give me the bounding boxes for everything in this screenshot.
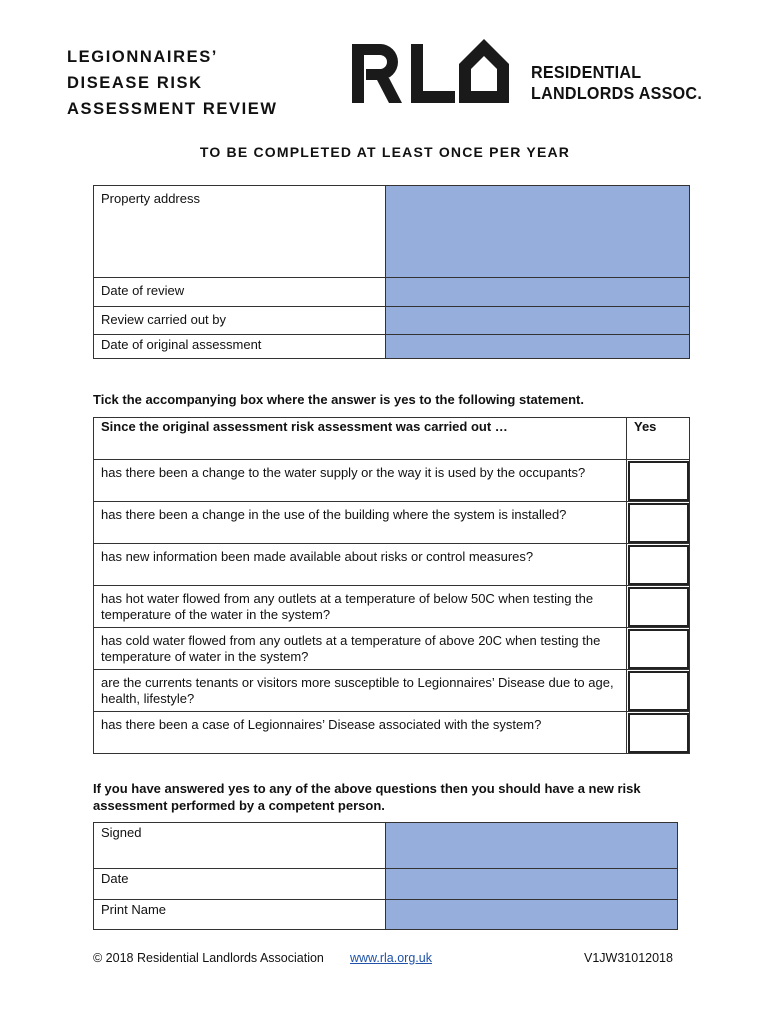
title-line: ASSESSMENT REVIEW xyxy=(67,100,278,118)
table-row xyxy=(94,307,690,335)
yes-checkbox[interactable] xyxy=(628,671,689,711)
signature-table xyxy=(93,822,678,930)
table-row xyxy=(94,186,690,278)
table-row xyxy=(94,278,690,307)
logo-text-line: LANDLORDS ASSOC. xyxy=(531,83,703,103)
question-text: has there been a change to the water supply or the way it is used by the occupants? xyxy=(94,460,627,502)
table-row xyxy=(94,544,690,586)
date-of-original-assessment-field[interactable] xyxy=(386,335,690,359)
question-text: has there been a case of Legionnaires’ Disease associated with the system? xyxy=(94,712,627,754)
yes-checkbox[interactable] xyxy=(628,503,689,543)
question-text: has hot water flowed from any outlets at a temperature of below 50C when testing the temperature of the water in the system? xyxy=(94,586,627,628)
date-of-review-label: Date of review xyxy=(94,278,386,307)
question-text: are the currents tenants or visitors more susceptible to Legionnaires’ Disease due to age, health, lifestyle? xyxy=(94,670,627,712)
advice-text: If you have answered yes to any of the above questions then you should have a new risk assessment performed by a competent person. xyxy=(93,781,641,813)
rla-logo-mark-icon xyxy=(352,38,522,108)
yes-checkbox[interactable] xyxy=(628,713,689,753)
logo-text xyxy=(531,62,702,104)
print-name-field[interactable] xyxy=(386,900,678,930)
property-details-table xyxy=(93,185,690,359)
footer-version: V1JW31012018 xyxy=(584,951,673,965)
question-text: has new information been made available about risks or control measures? xyxy=(94,544,627,586)
title-line: LEGIONNAIRES’ xyxy=(67,48,218,66)
date-of-original-assessment-label: Date of original assessment xyxy=(94,335,386,359)
logo-text-line: RESIDENTIAL xyxy=(531,62,642,82)
date-label: Date xyxy=(94,869,386,900)
rla-logo xyxy=(352,38,703,108)
property-address-label: Property address xyxy=(94,186,386,278)
signed-field[interactable] xyxy=(386,823,678,869)
questions-header: Since the original assessment risk assessment was carried out … xyxy=(94,418,627,460)
review-carried-out-by-field[interactable] xyxy=(386,307,690,335)
table-row xyxy=(94,502,690,544)
yes-column-header: Yes xyxy=(627,418,690,460)
footer-copyright: © 2018 Residential Landlords Association xyxy=(93,951,324,965)
document-title xyxy=(67,44,278,122)
date-of-review-field[interactable] xyxy=(386,278,690,307)
signed-label: Signed xyxy=(94,823,386,869)
yes-checkbox[interactable] xyxy=(628,545,689,585)
table-header-row xyxy=(94,418,690,460)
table-row xyxy=(94,900,678,930)
yes-checkbox[interactable] xyxy=(628,461,689,501)
table-row xyxy=(94,628,690,670)
table-row xyxy=(94,335,690,359)
questions-table xyxy=(93,417,690,754)
table-row xyxy=(94,823,678,869)
table-row xyxy=(94,586,690,628)
review-carried-out-by-label: Review carried out by xyxy=(94,307,386,335)
table-row xyxy=(94,670,690,712)
footer-website-link[interactable]: www.rla.org.uk xyxy=(350,951,432,965)
table-row xyxy=(94,460,690,502)
question-text: has cold water flowed from any outlets at a temperature of above 20C when testing the temperature of water in the system? xyxy=(94,628,627,670)
print-name-label: Print Name xyxy=(94,900,386,930)
table-row xyxy=(94,712,690,754)
date-field[interactable] xyxy=(386,869,678,900)
question-text: has there been a change in the use of the building where the system is installed? xyxy=(94,502,627,544)
yes-checkbox[interactable] xyxy=(628,629,689,669)
table-row xyxy=(94,869,678,900)
property-address-field[interactable] xyxy=(386,186,690,278)
title-line: DISEASE RISK xyxy=(67,74,203,92)
yes-checkbox[interactable] xyxy=(628,587,689,627)
tick-instruction: Tick the accompanying box where the answer is yes to the following statement. xyxy=(93,392,584,407)
page-subtitle: TO BE COMPLETED AT LEAST ONCE PER YEAR xyxy=(199,144,571,160)
